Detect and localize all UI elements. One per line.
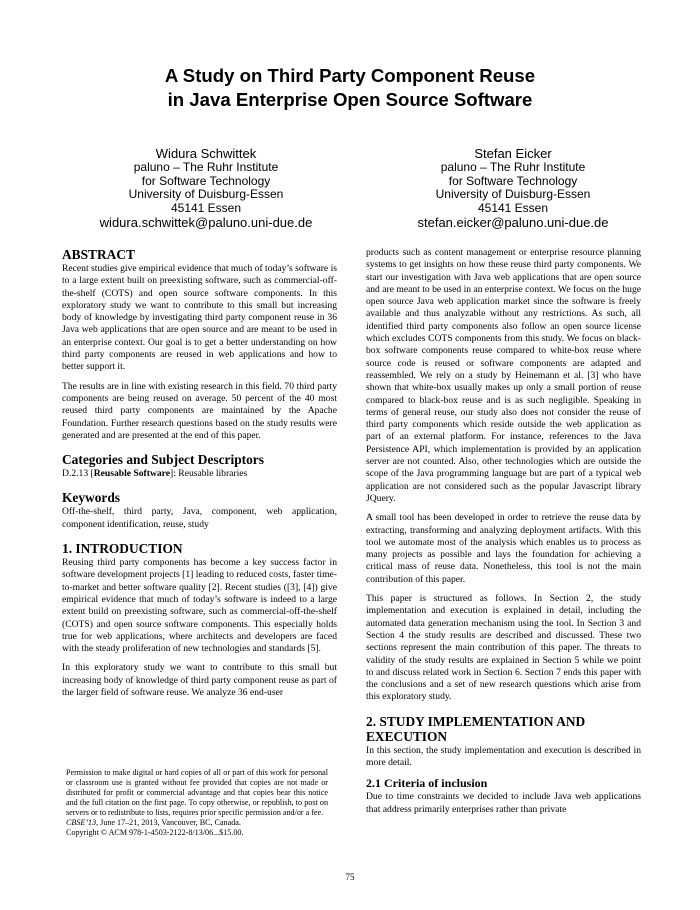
categories-suffix: ]: Reusable libraries — [170, 468, 248, 480]
permission-notice — [66, 768, 328, 838]
venue-name: CBSE’13 — [66, 818, 97, 827]
body-paragraph: A small tool has been developed in order to retrieve the reuse data by extracting, transforming and analyzing deployment artifacts. With this tool we automate most of the analysis which enables us to process as many projects as possible and lays the foundation for achieving a critical mass of reuse data. Nonetheless, this tool is not the main contribution of this paper. — [366, 512, 641, 585]
title-line-2: in Java Enterprise Open Source Software — [167, 89, 533, 110]
author-block-2 — [373, 146, 653, 230]
left-column — [62, 247, 337, 706]
author-email[interactable]: widura.schwittek@paluno.uni-due.de — [99, 215, 313, 231]
abstract-paragraph: Recent studies give empirical evidence that much of today’s software is to a large extent built on preexisting software, such as commercial-off-the-shelf (COTS) and open source software components. In this exploratory study we want to contribute to this small but increasing body of knowledge by investigating third party component reuse in 36 Java web applications that are open source and are meant to be used in an enterprise context. Our goal is to get a better understanding on how third party components are reused in web applications and how to better support it. — [62, 263, 337, 373]
keywords-heading: Keywords — [62, 490, 121, 506]
section-2-1-heading: 2.1 Criteria of inclusion — [366, 776, 488, 791]
abstract-paragraph: The results are in line with existing research in this field. 70 third party components are being reused on average. 50 percent of the 40 most reused third party components are maintained by the Apache Foundation. Further research questions based on the study results were generated and are presented at the end of this paper. — [62, 380, 337, 441]
section-2-1-text: Due to time constraints we decided to include Java web applications that address primarily enterprises rather than private — [366, 791, 641, 815]
categories-text — [62, 468, 337, 480]
keywords-text: Off-the-shelf, third party, Java, component, web application, component identification, reuse, study — [62, 506, 337, 530]
author-affiliation: paluno – The Ruhr Institute — [440, 160, 586, 174]
venue-details: , June 17–21, 2013, Vancouver, BC, Canada. — [96, 818, 241, 827]
author-name: Stefan Eicker — [474, 146, 552, 161]
author-block-1 — [66, 146, 346, 230]
right-column — [366, 247, 641, 823]
author-university: University of Duisburg-Essen — [128, 187, 284, 202]
section-2-text: In this section, the study implementation and execution is described in more detail. — [366, 744, 641, 768]
permission-venue — [66, 818, 328, 828]
author-affiliation: for Software Technology — [448, 173, 578, 188]
categories-heading: Categories and Subject Descriptors — [62, 452, 264, 468]
author-affiliation: paluno – The Ruhr Institute — [133, 160, 279, 174]
body-paragraph: This paper is structured as follows. In Section 2, the study implementation and execution is explained in detail, including the automated data generation mechanism using the tool. In Section 3 and Section 4 the study results are described and discussed. These two sections represent the main contribution of this paper. The threats to validity of the study results are explained in Section 5 while we point to and discuss related work in Section 6. Section 7 ends this paper with the conclusions and a set of new research questions which arise from this exploratory study. — [366, 593, 641, 703]
introduction-heading: 1. INTRODUCTION — [62, 541, 183, 557]
author-affiliation: for Software Technology — [141, 173, 271, 188]
title-line-1: A Study on Third Party Component Reuse — [164, 65, 536, 86]
section-2-heading-line-1: 2. STUDY IMPLEMENTATION AND — [366, 713, 586, 729]
author-email[interactable]: stefan.eicker@paluno.uni-due.de — [417, 215, 609, 231]
paper-title — [0, 64, 700, 112]
categories-bold: Reusable Software — [93, 468, 171, 480]
author-city: 45141 Essen — [170, 200, 242, 215]
introduction-paragraph: In this exploratory study we want to contribute to this small but increasing body of knowledge of third party component reuse as part of the larger field of software reuse. We analyze 36 end-user — [62, 662, 337, 699]
abstract-heading: ABSTRACT — [62, 247, 135, 262]
author-city: 45141 Essen — [477, 200, 549, 215]
categories-prefix: D.2.13 [ — [62, 468, 94, 480]
section-2-heading — [366, 714, 641, 744]
author-university: University of Duisburg-Essen — [435, 187, 591, 202]
permission-copyright: Copyright © ACM 978-1-4503-2122-8/13/06...$15.00. — [66, 828, 244, 837]
body-paragraph: products such as content management or enterprise resource planning systems to get insights on how these reuse third party components. We start our investigation with Java web applications that are open source and are meant to be used in an enterprise context. We focus on the huge open source Java web application market since the software is freely available and thus analyzable without any restrictions. As such, all identified third party components also follow an open source license which excludes COTS components from this study. We focus on black-box software components reuse compared to white-box reuse where source code is reused or software components are adapted and reassembled. We rely on a study by Heinemann et al. [3] who have shown that white-box usually makes up only a small portion of reuse compared to black-box reuse and is as such negligible. Speaking in terms of general reuse, our study also does not consider the reuse of third party components which reside outside the web application as part of an external platform. For instance, references to the Java Persistence API, which implementation is provided by an application server are not counted. Also, other technologies which are outside the scope of the Java programming language but are part of a typical web application are not considered such as the popular Javascript library JQuery. — [366, 247, 641, 504]
author-name: Widura Schwittek — [155, 146, 257, 161]
page-number: 75 — [345, 872, 355, 882]
introduction-paragraph: Reusing third party components has become a key success factor in software development projects [1] leading to reduced costs, faster time-to-market and better software quality [2]. Recent studies ([3], [4]) give empirical evidence that much of today’s software is indeed to a large extent build on preexisting software, such as commercial-off-the-shelf (COTS) and open source software components. This especially holds true for web applications, where architects and developers are faced with the steady proliferation of new technologies and standards [5]. — [62, 557, 337, 655]
permission-text: Permission to make digital or hard copies of all or part of this work for personal or classroom use is granted without fee provided that copies are not made or distributed for profit or commercial advantage and that copies bear this notice and the full citation on the first page. To copy otherwise, or republish, to post on servers or to redistribute to lists, requires prior specific permission and/or a fee. — [66, 768, 328, 817]
section-2-heading-line-2: EXECUTION — [366, 728, 448, 744]
